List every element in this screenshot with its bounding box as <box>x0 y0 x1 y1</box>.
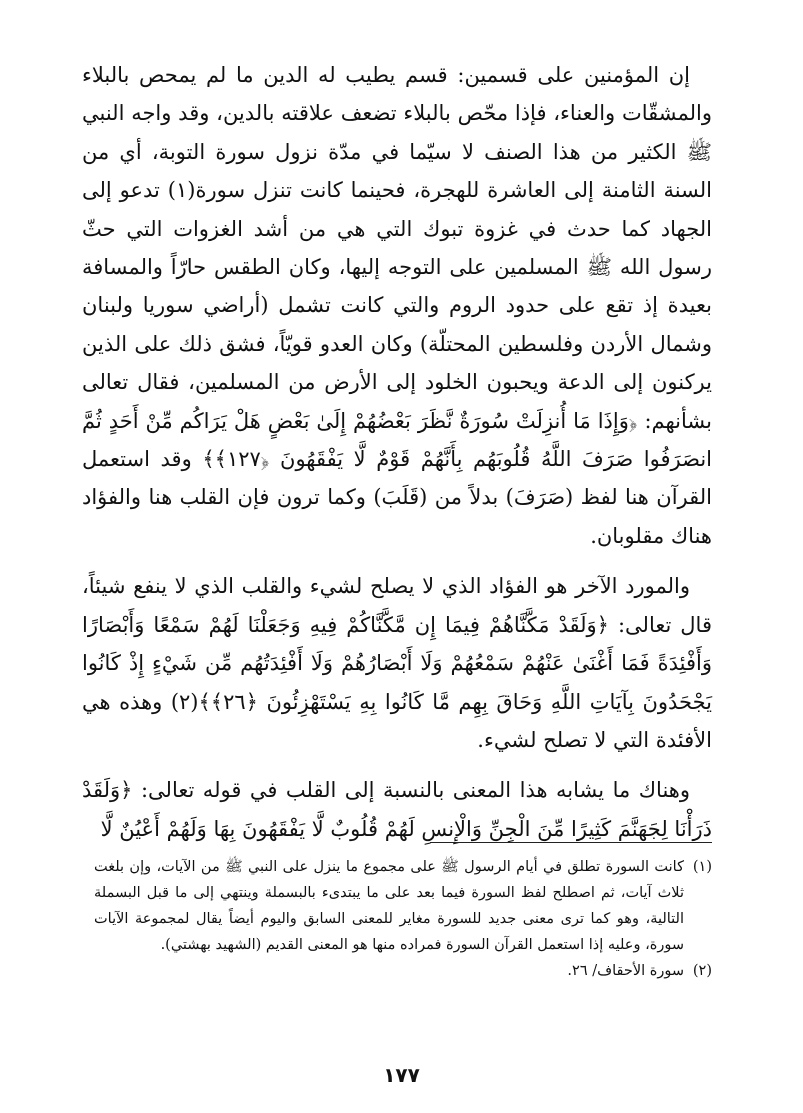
footnote-1 <box>94 854 712 958</box>
page-number: ١٧٧ <box>383 1063 420 1087</box>
footnote-1-number: (١) <box>692 859 712 875</box>
paragraph-2 <box>82 567 712 759</box>
footnote-2 <box>94 958 712 984</box>
paragraph-3-text: وهناك ما يشابه هذا المعنى بالنسبة إلى القلب في قوله تعالى: ﴿وَلَقَدْ ذَرَأْنَا لِجَهَنَّمَ كَثِيرًا مِّنَ الْجِنِّ وَالْإِنسِ لَهُمْ قُلُوبٌ لَّا يَفْقَهُونَ بِهَا وَلَهُمْ أَعْيُنٌ لَّا <box>82 778 712 841</box>
footnotes <box>94 854 712 984</box>
paragraph-3 <box>82 771 712 848</box>
footnote-1-text: كانت السورة تطلق في أيام الرسول ﷺ على مجموع ما ينزل على النبي ﷺ من الآيات، وإن بلغت ثلاث آيات، ثم اصطلح لفظ السورة فيما بعد على ما يبتدىء بالبسملة وينتهي إلى ما قبل البسملة التالية، وهو كما ترى معنى جديد للسورة مغاير للمعنى السابق واليوم أيضاً يقال لمجموعة الآيات سورة، وعليه إذا استعمل القرآن السورة فمراده منها هو المعنى القديم (الشهيد بهشتي). <box>94 859 684 953</box>
footnote-divider <box>430 842 712 843</box>
main-text <box>82 56 712 848</box>
footnote-2-number: (٢) <box>692 963 712 979</box>
paragraph-1-text: إن المؤمنين على قسمين: قسم يطيب له الدين ما لم يمحص بالبلاء والمشقّات والعناء، فإذا محّص بالبلاء تضعف علاقته بالدين، وقد واجه النبي ﷺ الكثير من هذا الصنف لا سيّما في مدّة نزول سورة التوبة، أي من السنة الثامنة إلى العاشرة للهجرة، فحينما كانت تنزل سورة(١) تدعو إلى الجهاد كما حدث في غزوة تبوك التي هي من أشد الغزوات التي حثّ رسول الله ﷺ المسلمين على التوجه إليها، وكان الطقس حارّاً والمسافة بعيدة إذ تقع على حدود الروم والتي كانت تشمل (أراضي سوريا ولبنان وشمال الأردن وفلسطين المحتلّة) وكان العدو قويّاً، فشق ذلك على الذين يركنون إلى الدعة ويحبون الخلود إلى الأرض من المسلمين، فقال تعالى بشأنهم: ﴿وَإِذَا مَا أُنزِلَتْ سُورَةٌ نَّظَرَ بَعْضُهُمْ إِلَىٰ بَعْضٍ هَلْ يَرَاكُم مِّنْ أَحَدٍ ثُمَّ انصَرَفُوا صَرَفَ اللَّهُ قُلُوبَهُم بِأَنَّهُمْ قَوْمٌ لَّا يَفْقَهُونَ ﴿١٢٧﴾﴾ وقد استعمل القرآن هنا لفظ (صَرَفَ) بدلاً من (قَلَبَ) وكما ترون فإن القلب هنا والفؤاد هناك مقلوبان. <box>82 63 713 548</box>
paragraph-2-text: والمورد الآخر هو الفؤاد الذي لا يصلح لشيء والقلب الذي لا ينفع شيئاً، قال تعالى: ﴿وَلَقَدْ مَكَّنَّاهُمْ فِيمَا إِن مَّكَّنَّاكُمْ فِيهِ وَجَعَلْنَا لَهُمْ سَمْعًا وَأَبْصَارًا وَأَفْئِدَةً فَمَا أَغْنَىٰ عَنْهُمْ سَمْعُهُمْ وَلَا أَبْصَارُهُمْ وَلَا أَفْئِدَتُهُم مِّن شَيْءٍ إِذْ كَانُوا يَجْحَدُونَ بِآيَاتِ اللَّهِ وَحَاقَ بِهِم مَّا كَانُوا بِهِ يَسْتَهْزِئُونَ ﴿٢٦﴾﴾(٢) وهذه هي الأفئدة التي لا تصلح لشيء. <box>82 574 712 752</box>
footnote-2-text: سورة الأحقاف/ ٢٦. <box>567 963 684 979</box>
paragraph-1 <box>82 56 712 555</box>
